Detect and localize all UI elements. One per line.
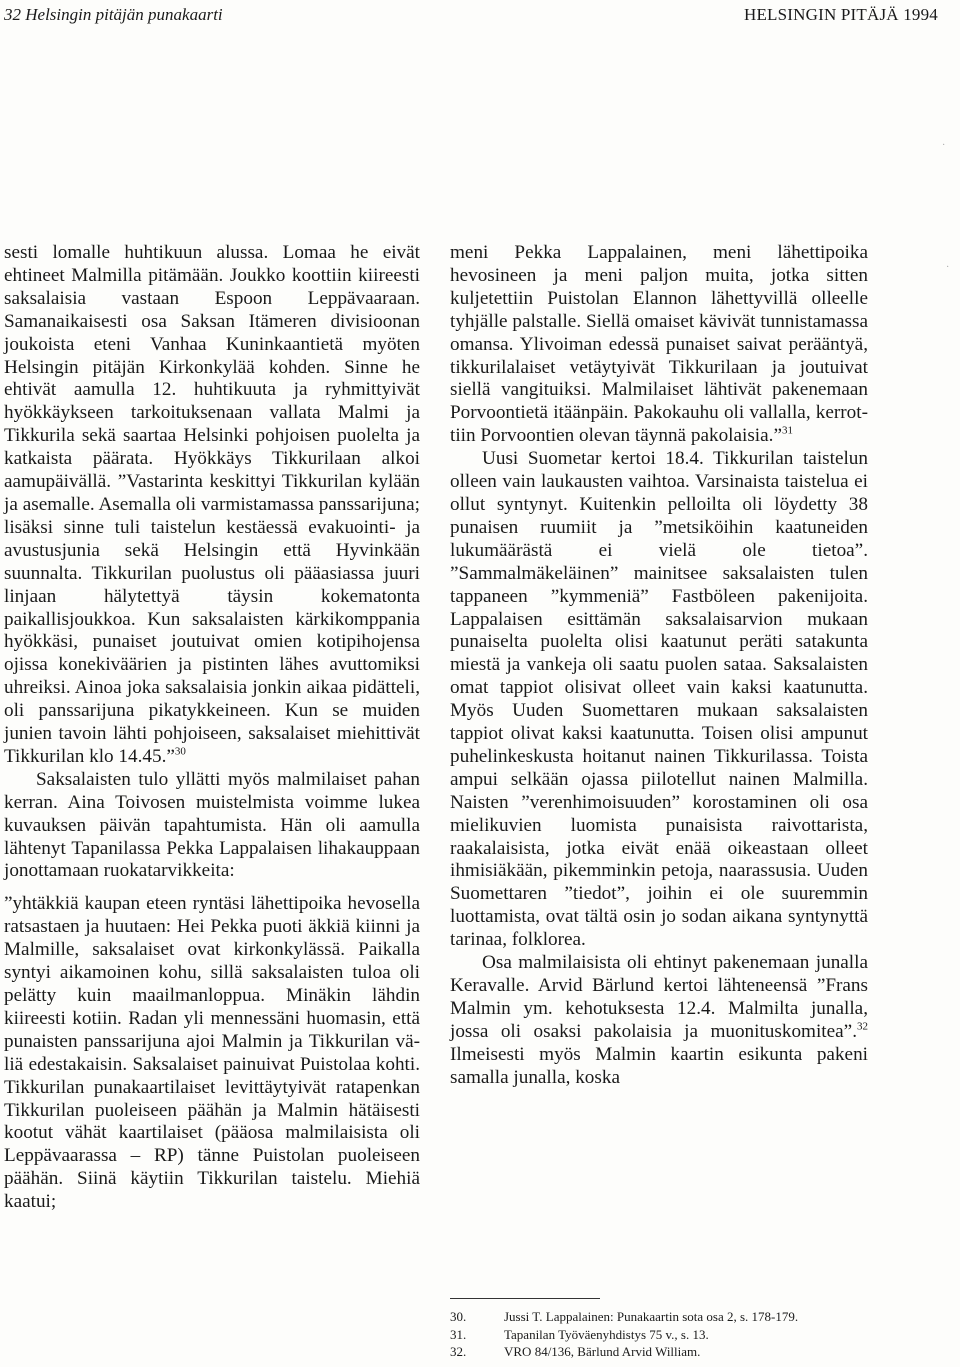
footnote-ref: 30 bbox=[174, 745, 186, 758]
footnotes bbox=[450, 1308, 870, 1361]
footnote-divider bbox=[450, 1298, 600, 1299]
publication-title: HELSINGIN PITÄJÄ 1994 bbox=[743, 5, 938, 24]
footnote-number: 31. bbox=[450, 1326, 467, 1342]
footnote bbox=[450, 1308, 870, 1326]
paragraph: Uusi Suometar kertoi 18.4. Tikkurilan taistelun olleen vain laukausten vaihtoa. Varsinaista taistelua ei ollut syntynyt. Kuitenkin pelloilta oli löydetty 38 punaisen ruumiit ja ”metsiköihin kaatuneiden lukumäärästä ei vielä ole tietoa”. ”Sammalmäkeläinen” mainitsee saksalaisten tulen tappaneen ”kymmeniä” Fastböleen pakenijoita. Lappalaisen esittämän saksalaisarvion mukaan punaiselta puolelta olisi kaatunut peräti satakunta miestä ja vankeja oli saatu puolen sataa. Saksalaisten omat tappiot olisivat olleet vain kaksi kaatunutta. Myös Uuden Suomettaren mukaan saksalaisten tappiot olivat kaksi kaatunutta. Toisen olisi ampunut puhelinkeskusta hoitanut nainen Tikkurilassa. Toista ampui selkään ojassa piilotellut nainen Malmilla. Naisten ”verenhimoisuuden” korostaminen oli osa mielikuvien luomista punaisista raivottarista, raakalaisista, jotka eivät enää oikeastaan olleet ihmisiäkään, pikemminkin petoja, naarassusia. Uuden Suomettaren ”tiedot”, joihin ei ole suuremmin luottamista, ovat tältä osin jo sodan aikana syntynyttä tarinaa, folklorea. bbox=[450, 448, 868, 951]
paragraph-text: Osa malmilaisista oli ehtinyt pakenemaan junalla Keravalle. Arvid Bärlund kertoi lähteneensä ”Frans Malmin ym. kehotuksesta 12.4. Malmilta junalla, jossa oli osaksi pakolaisia ja muonituskomitea”. bbox=[450, 952, 868, 1042]
paragraph-text: Ilmeisesti myös Malmin kaartin esikunta pakeni samalla junalla, koska bbox=[450, 1043, 868, 1088]
block-quote: ”yhtäkkiä kaupan eteen ryntäsi lähettipoika hevosella ratsastaen ja huutaen: Hei Pekka puoti äkkiä kiinni ja Malmille, saksalaiset ovat kirkonkylässä. Paikalla syntyi aikamoinen kohu, sillä saksalaisten tuloa oli pelätty kuin maailmanloppua. Minäkin lähdin kiireesti kotiin. Radan yli mennessäni huomasin, että punaisten panssarijuna ajoi Malmin ja Tikkurilan väliä edestakaisin. Saksalaiset painuivat Puistolaa kohti. Tikkurilan punakaartilaiset levittäytyivät ratapenkan Tikkurilan puoleiseen päähän ja Malmin hätäisesti kootut vähät kaartilaiset (pääosa malmilaisista oli Leppävaarassa – RP) tänne Puistolan puoleiseen päähän. Siinä käytiin Tikkurilan taistelu. Miehiä kaatui; bbox=[4, 893, 420, 1213]
right-column bbox=[450, 242, 868, 1090]
footnote-text: Jussi T. Lappalainen: Punakaartin sota osa 2, s. 178-179. bbox=[504, 1309, 799, 1324]
paragraph bbox=[450, 242, 868, 448]
footnote-ref: 31 bbox=[781, 424, 793, 437]
footnote-ref: 32 bbox=[857, 1020, 868, 1033]
left-column bbox=[4, 242, 420, 1214]
paragraph-text: meni Pekka Lappalainen, meni lähettipoika hevosineen ja meni paljon muita, jotka sitten kuljetettiin Puistolan Elannon lähettyvillä olleelle tyhjälle palstalle. Siellä omaiset kävivät tunnistamassa omansa. Ylivoiman edessä punaiset saivat perääntyä, tikkurilalaiset vetäytyivät Tikkurilaan ja joutuivat siellä vangituiksi. Malmilaiset lähtivät pakenemaan Porvoontietä itäänpäin. Pakokauhu oli vallalla, kerrottiin Porvoontien olevan täynnä pakolaisia.” bbox=[450, 242, 868, 447]
footnote-text: Tapanilan Työväenyhdistys 75 v., s. 13. bbox=[504, 1326, 709, 1342]
paragraph-text: sesti lomalle huhtikuun alussa. Lomaa he eivät ehtineet Malmilla pitämään. Joukko koottiin kiireesti saksalaisia vastaan Espoon Leppävaaraan. Samanaikaisesti osa Saksan Itämeren divisioonan joukoista eteni Vanhaa Kuninkaantietä myöten Helsingin pitäjän Kirkonkylää kohden. Sinne he ehtivät aamulla 12. huhtikuuta ja ryhmittyivät hyökkäykseen tarkoituksenaan vallata Malmi ja Tikkurila sekä saartaa Helsinki pohjoisen puolelta ja katkaista päärata. Hyökkäys Tikkurilaan alkoi aamupäivällä. ”Vastarinta keskittyi Tikkurilan kylään ja asemalle. Asemalla oli varmistamassa panssarijuna; lisäksi sinne tuli taistelun kestäessä evakuointi- ja avustusjunia sekä Helsingin että Hyvinkään suunnalta. Tikkurilan puolustus oli pääasiassa juuri linjaan hälytettyä täysin kokematonta paikallisjoukkoa. Kun saksalaisten kärkikomppania hyökkäsi, punaiset joutuivat omien kotipihojensa ojissa konekiväärien ja pistinten lähes avuttomiksi uhreiksi. Ainoa joka saksalaisia jonkin aikaa pidätteli, oli panssarijuna pikatykkeineen. Kun se muiden junien tavoin lähti pohjoiseen, saksalaiset miehittivät Tikkurilan klo 14.45.” bbox=[4, 242, 420, 767]
running-head bbox=[4, 2, 938, 28]
footnote-number: 32. bbox=[450, 1344, 467, 1359]
paragraph: Saksalaisten tulo yllätti myös malmilaiset pahan kerran. Aina Toivosen muistelmista voimme lukea kuvauksen päivän tapahtumista. Hän oli aamulla lähtenyt Tapanilassa Pekka Lappalaisen lihakauppaan jonottamaan ruokatarvikkeita: bbox=[4, 768, 420, 882]
footnote bbox=[450, 1343, 870, 1361]
footnote bbox=[450, 1326, 870, 1344]
footnote-number: 30. bbox=[450, 1309, 467, 1324]
scan-speck: · bbox=[946, 262, 950, 273]
paragraph bbox=[4, 242, 420, 769]
paragraph bbox=[450, 952, 868, 1089]
page-number-and-title: 32 Helsingin pitäjän punakaarti bbox=[4, 5, 223, 24]
scan-speck: · bbox=[942, 140, 946, 151]
footnote-text: VRO 84/136, Bärlund Arvid William. bbox=[504, 1344, 701, 1359]
